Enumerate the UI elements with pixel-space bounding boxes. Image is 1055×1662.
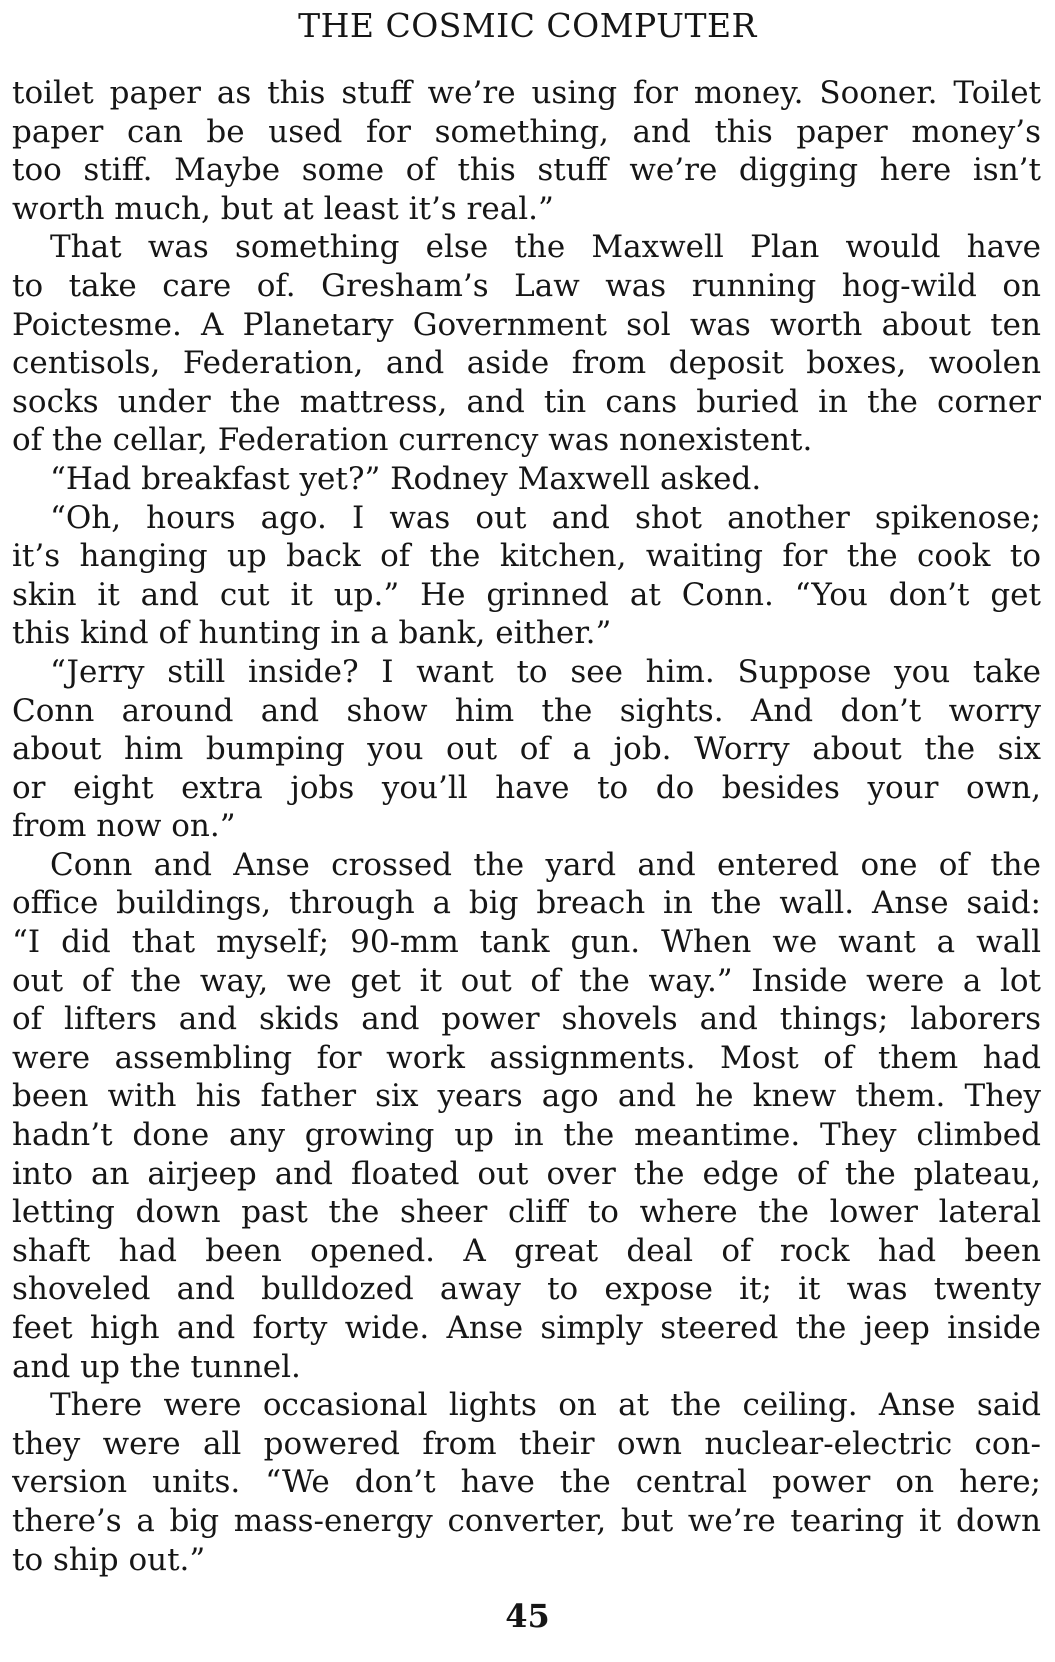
- text-line: about him bumping you out of a job. Worry about the six: [12, 731, 1041, 768]
- text-line: “Oh, hours ago. I was out and shot another spikenose;: [50, 499, 1041, 536]
- page-number: 45: [505, 1597, 550, 1635]
- paragraph: [12, 846, 1041, 1386]
- text-line: to take care of. Gresham’s Law was running hog-wild on: [12, 267, 1041, 304]
- text-line: shoveled and bulldozed away to expose it; it was twenty: [12, 1271, 1041, 1308]
- text-line: There were occasional lights on at the ceiling. Anse said: [50, 1387, 1041, 1424]
- text-line: or eight extra jobs you’ll have to do besides your own,: [12, 769, 1041, 806]
- text-line: Conn around and show him the sights. And don’t worry: [12, 692, 1041, 729]
- text-line: this kind of hunting in a bank, either.”: [12, 615, 612, 652]
- text-line: were assembling for work assignments. Most of them had: [12, 1039, 1041, 1076]
- text-line: of lifters and skids and power shovels and things; laborers: [12, 1001, 1041, 1038]
- text-line: worth much, but at least it’s real.”: [12, 190, 554, 227]
- text-line: version units. “We don’t have the central power on here;: [12, 1464, 1041, 1501]
- text-line: Conn and Anse crossed the yard and entered one of the: [50, 846, 1041, 883]
- text-line: too stiff. Maybe some of this stuff we’re digging here isn’t: [12, 152, 1041, 189]
- text-line: “I did that myself; 90-mm tank gun. When we want a wall: [12, 924, 1041, 961]
- text-line: paper can be used for something, and this paper money’s: [12, 113, 1041, 150]
- text-line: letting down past the sheer cliff to where the lower lateral: [12, 1194, 1041, 1231]
- text-line: shaft had been opened. A great deal of rock had been: [12, 1232, 1041, 1269]
- text-line: and up the tunnel.: [12, 1348, 301, 1385]
- text-line: been with his father six years ago and he knew them. They: [12, 1078, 1041, 1115]
- text-line: centisols, Federation, and aside from deposit boxes, woolen: [12, 345, 1041, 382]
- text-line: skin it and cut it up.” He grinned at Conn. “You don’t get: [12, 576, 1041, 613]
- text-line: Poictesme. A Planetary Government sol was worth about ten: [12, 306, 1041, 343]
- text-line: hadn’t done any growing up in the meantime. They climbed: [12, 1117, 1041, 1154]
- text-line: from now on.”: [12, 808, 236, 845]
- text-line: feet high and forty wide. Anse simply steered the jeep inside: [12, 1310, 1041, 1346]
- text-line: of the cellar, Federation currency was nonexistent.: [12, 422, 813, 459]
- text-line: they were all powered from their own nuclear-electric con-: [12, 1425, 1041, 1462]
- paragraph: [12, 1386, 1041, 1579]
- text-line: toilet paper as this stuff we’re using for money. Sooner. Toilet: [12, 75, 1041, 111]
- body-text: [12, 74, 1041, 1579]
- text-line: socks under the mattress, and tin cans buried in the corner: [12, 383, 1041, 420]
- paragraph: [12, 460, 1041, 499]
- text-line: “Jerry still inside? I want to see him. Suppose you take: [50, 653, 1041, 690]
- paragraph: [12, 653, 1041, 846]
- text-line: to ship out.”: [12, 1541, 206, 1578]
- text-line: there’s a big mass-energy converter, but we’re tearing it down: [12, 1502, 1041, 1539]
- text-line: it’s hanging up back of the kitchen, waiting for the cook to: [12, 538, 1041, 575]
- paragraph: [12, 74, 1041, 228]
- text-line: “Had breakfast yet?” Rodney Maxwell asked.: [50, 460, 762, 497]
- text-line: office buildings, through a big breach in the wall. Anse said:: [12, 885, 1041, 922]
- running-title: THE COSMIC COMPUTER: [298, 6, 757, 45]
- text-line: That was something else the Maxwell Plan would have: [50, 229, 1041, 266]
- paragraph: [12, 499, 1041, 653]
- text-line: out of the way, we get it out of the way.” Inside were a lot: [12, 962, 1041, 999]
- text-line: into an airjeep and floated out over the edge of the plateau,: [12, 1155, 1041, 1192]
- paragraph: [12, 228, 1041, 460]
